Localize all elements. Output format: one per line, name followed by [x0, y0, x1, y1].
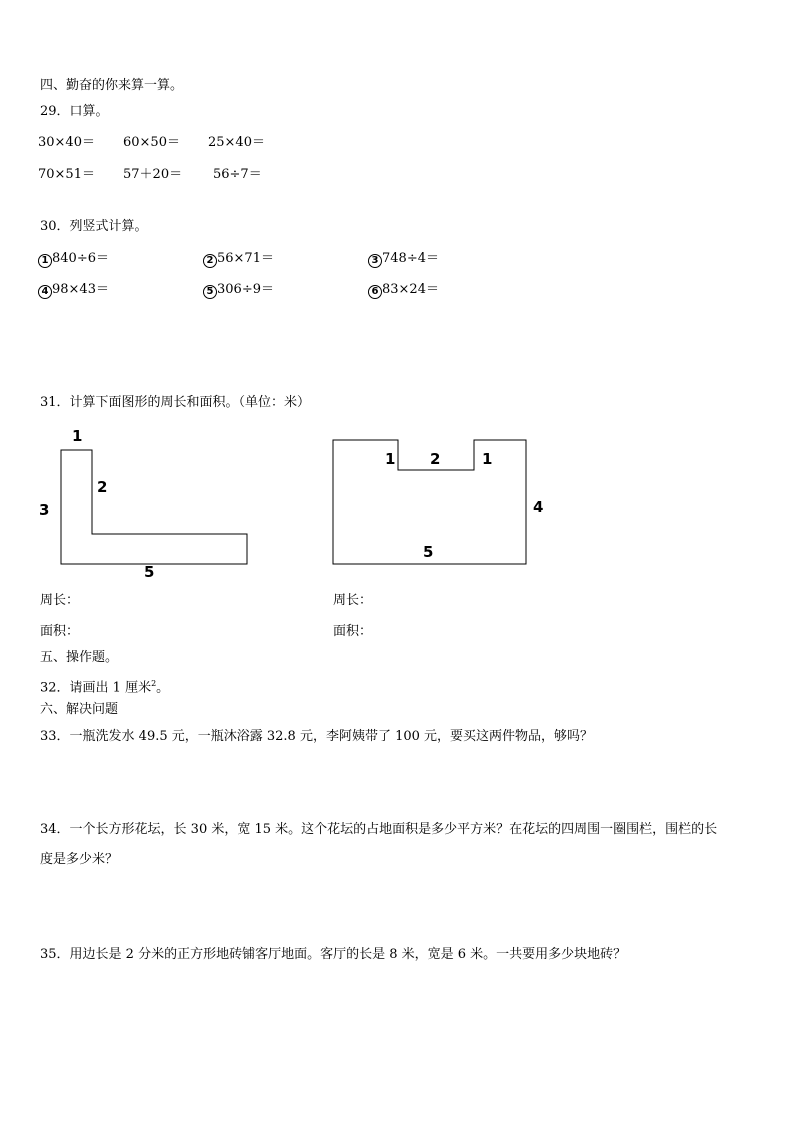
question-32-text: 32．请画出 1 厘米	[40, 680, 152, 696]
question-32	[40, 676, 169, 696]
oral-calc-3: 25×40＝	[208, 135, 265, 150]
question-35: 35．用边长是 2 分米的正方形地砖铺客厅地面。客厅的长是 8 米，宽是 6 米。一共要用多少块地砖？	[40, 947, 627, 962]
rect-right-label: 4	[533, 498, 544, 516]
l-shape-bottom-label: 5	[144, 563, 155, 581]
circled-number: 2	[203, 254, 217, 268]
question-34-line2: 度是多少米？	[40, 852, 119, 867]
l-shape-inner-label: 2	[97, 478, 108, 496]
superscript: 2	[151, 679, 157, 688]
fig2-perimeter-label: 周长：	[333, 593, 373, 608]
question-29-label: 29．口算。	[40, 104, 109, 119]
notch-mid-label: 2	[430, 450, 441, 468]
l-shape-left-label: 3	[39, 501, 50, 519]
section-4-title: 四、勤奋的你来算一算。	[40, 78, 184, 93]
vertical-calc-expr: 306÷9＝	[217, 282, 274, 297]
vertical-calc-expr: 56×71＝	[217, 251, 274, 266]
fig2-area-label: 面积：	[333, 624, 373, 639]
vertical-calc-expr: 98×43＝	[52, 282, 109, 297]
oral-calc-1: 30×40＝	[38, 135, 95, 150]
question-30-label: 30．列竖式计算。	[40, 219, 148, 234]
question-34-line1: 34．一个长方形花坛，长 30 米，宽 15 米。这个花坛的占地面积是多少平方米？在花坛的四周围一圈围栏，围栏的长	[40, 822, 718, 837]
circled-number: 5	[203, 285, 217, 299]
notch-left-label: 1	[385, 450, 396, 468]
section-6-title: 六、解决问题	[40, 702, 119, 717]
rect-bottom-label: 5	[423, 543, 434, 561]
circled-number: 4	[38, 285, 52, 299]
question-31-label: 31．计算下面图形的周长和面积。（单位：米）	[40, 395, 311, 410]
oral-calc-2: 60×50＝	[123, 135, 180, 150]
question-33: 33．一瓶洗发水 49.5 元，一瓶沐浴露 32.8 元，李阿姨带了 100 元，要买这两件物品，够吗？	[40, 729, 594, 744]
circled-number: 3	[368, 254, 382, 268]
vertical-calc-expr: 840÷6＝	[52, 251, 109, 266]
vertical-calc-expr: 83×24＝	[382, 282, 439, 297]
vertical-calc-expr: 748÷4＝	[382, 251, 439, 266]
oral-calc-4: 70×51＝	[38, 167, 95, 182]
circled-number: 1	[38, 254, 52, 268]
circled-number: 6	[368, 285, 382, 299]
oral-calc-6: 56÷7＝	[213, 167, 262, 182]
section-5-title: 五、操作题。	[40, 650, 119, 665]
oral-calc-5: 57＋20＝	[123, 167, 183, 182]
fig1-area-label: 面积：	[40, 624, 80, 639]
notch-right-label: 1	[482, 450, 493, 468]
l-shape-top-label: 1	[72, 427, 83, 445]
fig1-perimeter-label: 周长：	[40, 593, 80, 608]
question-32-end: 。	[156, 680, 170, 696]
l-shape-figure	[61, 450, 247, 564]
